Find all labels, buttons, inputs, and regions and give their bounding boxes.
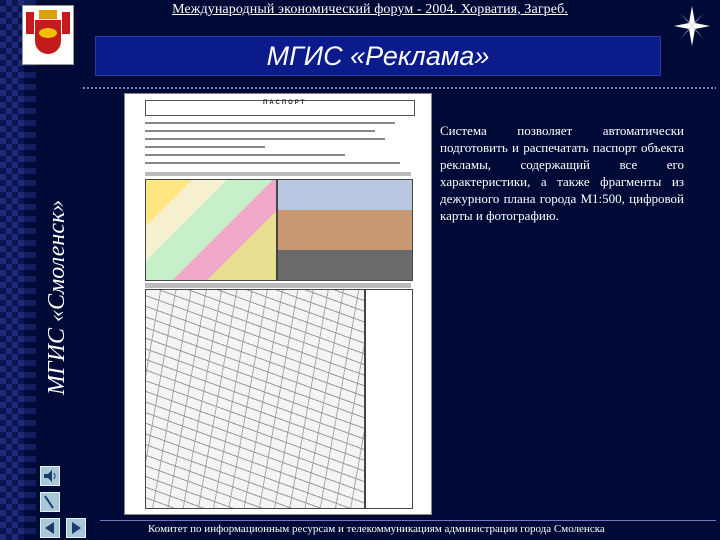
plan-legend [365,289,413,509]
compass-rose-icon [672,4,712,48]
plan-caption-bar [145,283,411,288]
passport-document-image [124,93,432,515]
vertical-title: МГИС «Смоленск» [44,199,70,395]
side-pattern-strip [24,0,36,540]
speaker-icon[interactable] [40,466,60,486]
document-icon[interactable] [40,492,60,512]
forum-title: Международный экономический форум - 2004. Хорватия, Загреб. [172,2,568,17]
document-text-line [145,146,265,148]
footer-text: Комитет по информационным ресурсам и телекоммуникациям администрации города Смоленска [148,523,605,535]
section-title: МГИС «Реклама» [266,41,490,71]
document-table-header [145,172,411,176]
smolensk-coat-of-arms [22,5,74,65]
document-text-line [145,154,345,156]
street-photo-image [277,179,413,281]
document-text-line [145,130,375,132]
city-plan-image [145,289,365,509]
document-text-line [145,162,400,164]
dotted-divider [82,86,716,90]
side-pattern [0,0,24,540]
document-heading: ПАСПОРТ [263,100,307,106]
document-text-line [145,122,395,124]
arrow-left-icon[interactable] [40,518,60,538]
document-text-line [145,138,385,140]
description-text: Система позволяет автоматически подготовить и распечатать паспорт объекта рекламы, содержащий все его характеристики, а также фрагменты из дежурного плана города М1:500, цифровой карты и фотографию. [440,123,684,223]
arrow-right-icon[interactable] [66,518,86,538]
section-banner [95,36,661,76]
footer-divider [100,520,716,521]
navigation-controls [40,466,100,540]
placement-map-image [145,179,277,281]
